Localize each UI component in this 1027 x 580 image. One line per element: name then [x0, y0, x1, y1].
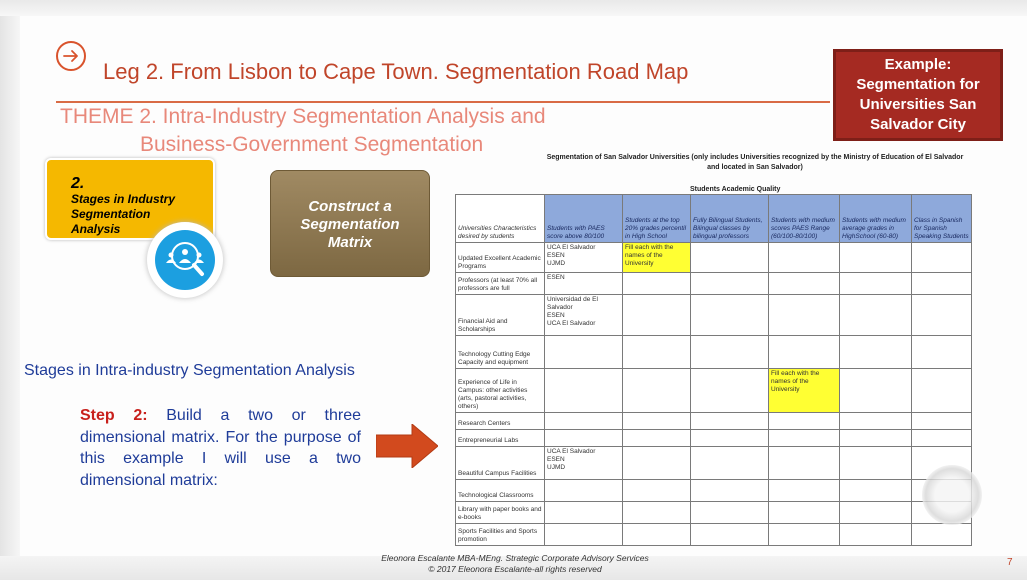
- matrix-cell: [840, 369, 912, 413]
- matrix-cell: [840, 447, 912, 480]
- matrix-cell: [691, 524, 769, 546]
- matrix-subheader: Students Academic Quality: [690, 186, 781, 193]
- matrix-cell: [691, 447, 769, 480]
- matrix-cell-value: Universidad de El Salvador: [547, 296, 598, 311]
- matrix-row: [456, 295, 972, 336]
- matrix-cell: [769, 524, 840, 546]
- matrix-cell: [623, 369, 691, 413]
- matrix-cell: [912, 243, 972, 273]
- matrix-row: [456, 243, 972, 273]
- matrix-cell: [912, 430, 972, 447]
- matrix-cell-value: Fill each with the names of the University: [625, 244, 674, 267]
- matrix-row-label: Beautiful Campus Facilities: [456, 447, 545, 480]
- matrix-cell: [545, 336, 623, 369]
- matrix-row: [456, 447, 972, 480]
- matrix-cell: [545, 480, 623, 502]
- matrix-row-label: Entrepreneurial Labs: [456, 430, 545, 447]
- page-number: 7: [1007, 557, 1013, 568]
- matrix-cell-value: Fill each with the names of the University: [771, 370, 820, 393]
- arrow-right-icon: [376, 424, 438, 468]
- matrix-cell: [769, 413, 840, 430]
- matrix-cell: [769, 447, 840, 480]
- matrix-cell-value: ESEN: [547, 252, 565, 259]
- matrix-row-label: Professors (at least 70% all professors are full: [456, 273, 545, 295]
- slide-title: Leg 2. From Lisbon to Cape Town. Segmentation Road Map: [103, 59, 689, 84]
- step-description: Build a two or three dimensional matrix. For the purpose of this example I will use a two dimensional matrix:: [80, 407, 362, 489]
- matrix-row: [456, 273, 972, 295]
- footer: [360, 553, 670, 575]
- matrix-cell: [769, 430, 840, 447]
- matrix-cell: [691, 336, 769, 369]
- matrix-cell: [691, 502, 769, 524]
- matrix-cell: [691, 369, 769, 413]
- matrix-cell: [769, 273, 840, 295]
- matrix-column-header: Students at the top 20% grades percentil in High School: [623, 195, 691, 243]
- matrix-row: [456, 336, 972, 369]
- stage-number: 2.: [71, 175, 85, 192]
- matrix-cell: [769, 480, 840, 502]
- watermark-seal: [922, 465, 982, 525]
- matrix-cell: [840, 502, 912, 524]
- footer-line-1: Eleonora Escalante MBA-MEng. Strategic Corporate Advisory Services: [381, 553, 649, 563]
- theme-line-2: Business-Government Segmentation: [140, 133, 484, 156]
- matrix-cell-value: ESEN: [547, 312, 565, 319]
- matrix-row: [456, 502, 972, 524]
- matrix-cell-value: UJMD: [547, 260, 566, 267]
- matrix-cell: [545, 447, 623, 480]
- matrix-header-row: [456, 195, 972, 243]
- matrix-cell: [623, 273, 691, 295]
- matrix-cell-highlight: [769, 369, 840, 413]
- matrix-row-label: Updated Excellent Academic Programs: [456, 243, 545, 273]
- matrix-column-header: Students with medium average grades in HighSchool (60-80): [840, 195, 912, 243]
- matrix-cell: [840, 295, 912, 336]
- matrix-row-label: Library with paper books and e-books: [456, 502, 545, 524]
- matrix-row: [456, 369, 972, 413]
- matrix-cell: [769, 243, 840, 273]
- construct-matrix-box: Construct a Segmentation Matrix: [270, 170, 430, 277]
- matrix-cell-value: UCA El Salvador: [547, 320, 596, 327]
- matrix-cell: [623, 336, 691, 369]
- matrix-row-label: Experience of Life in Campus: other activities (arts, pastoral activities, others): [456, 369, 545, 413]
- matrix-cell: [912, 295, 972, 336]
- matrix-cell-value: ESEN: [547, 456, 565, 463]
- matrix-cell-value: ESEN: [547, 274, 565, 281]
- matrix-cell: [912, 524, 972, 546]
- theme-heading: [60, 103, 546, 159]
- matrix-cell: [545, 502, 623, 524]
- matrix-row: [456, 480, 972, 502]
- matrix-cell: [623, 480, 691, 502]
- matrix-cell: [691, 430, 769, 447]
- matrix-row: [456, 524, 972, 546]
- matrix-cell: [545, 243, 623, 273]
- matrix-row: [456, 430, 972, 447]
- matrix-cell: [912, 413, 972, 430]
- segmentation-matrix: [455, 194, 972, 546]
- matrix-row-label: Sports Facilities and Sports promotion: [456, 524, 545, 546]
- step-text: [80, 405, 361, 491]
- matrix-cell: [769, 336, 840, 369]
- matrix-cell: [623, 447, 691, 480]
- matrix-cell-highlight: [623, 243, 691, 273]
- matrix-cell: [545, 524, 623, 546]
- matrix-cell: [545, 369, 623, 413]
- matrix-cell: [623, 295, 691, 336]
- matrix-caption: Segmentation of San Salvador Universities (only includes Universities recognized by the Ministry of Education of El Salvador and located in San Salvador): [546, 154, 964, 171]
- theme-line-1: THEME 2. Intra-Industry Segmentation Analysis and: [60, 105, 546, 128]
- matrix-cell: [912, 336, 972, 369]
- matrix-cell: [691, 295, 769, 336]
- matrix-cell: [691, 413, 769, 430]
- matrix-cell: [769, 502, 840, 524]
- top-bar: [0, 0, 1027, 16]
- matrix-cell: [623, 524, 691, 546]
- stages-heading: Stages in Intra-industry Segmentation Analysis: [24, 362, 355, 379]
- matrix-row-label: Financial Aid and Scholarships: [456, 295, 545, 336]
- matrix-column-header: Students with medium scores PAES Range (60/100-80/100): [769, 195, 840, 243]
- matrix-column-header: Class in Spanish for Spanish Speaking Students: [912, 195, 972, 243]
- matrix-cell: [840, 524, 912, 546]
- matrix-row-label: Technological Classrooms: [456, 480, 545, 502]
- matrix-cell: [840, 480, 912, 502]
- matrix-cell: [691, 480, 769, 502]
- matrix-row-label: Research Centers: [456, 413, 545, 430]
- matrix-cell-value: UCA El Salvador: [547, 244, 596, 251]
- matrix-cell: [840, 273, 912, 295]
- matrix-cell: [545, 413, 623, 430]
- matrix-cell: [691, 273, 769, 295]
- people-search-icon: [147, 222, 223, 298]
- matrix-cell-value: UCA El Salvador: [547, 448, 596, 455]
- matrix-row-label: Technology Cutting Edge Capacity and equipment: [456, 336, 545, 369]
- matrix-cell: [840, 336, 912, 369]
- matrix-cell: [623, 413, 691, 430]
- matrix-cell: [769, 295, 840, 336]
- matrix-cell: [912, 369, 972, 413]
- matrix-cell: [545, 430, 623, 447]
- step-label: Step 2:: [80, 407, 148, 424]
- example-box: Example: Segmentation for Universities San Salvador City: [833, 49, 1003, 141]
- matrix-cell: [623, 502, 691, 524]
- footer-line-2: © 2017 Eleonora Escalante-all rights reserved: [428, 564, 602, 574]
- matrix-cell: [840, 243, 912, 273]
- stage-label: Stages in Industry Segmentation Analysis: [71, 192, 176, 236]
- matrix-cell: [545, 273, 623, 295]
- matrix-column-header: Fully Bilingual Students, Bilingual classes by bilingual professors: [691, 195, 769, 243]
- matrix-row: [456, 413, 972, 430]
- matrix-column-header: Students with PAES score above 80/100: [545, 195, 623, 243]
- matrix-cell-value: UJMD: [547, 464, 566, 471]
- matrix-cell: [840, 413, 912, 430]
- matrix-cell: [912, 273, 972, 295]
- arrow-right-circle-icon: [56, 41, 86, 71]
- matrix-cell: [623, 430, 691, 447]
- matrix-cell: [545, 295, 623, 336]
- matrix-corner-header: Universities Characteristics desired by students: [456, 195, 545, 243]
- matrix-cell: [691, 243, 769, 273]
- matrix-cell: [840, 430, 912, 447]
- left-sidebar-decoration: [0, 16, 20, 556]
